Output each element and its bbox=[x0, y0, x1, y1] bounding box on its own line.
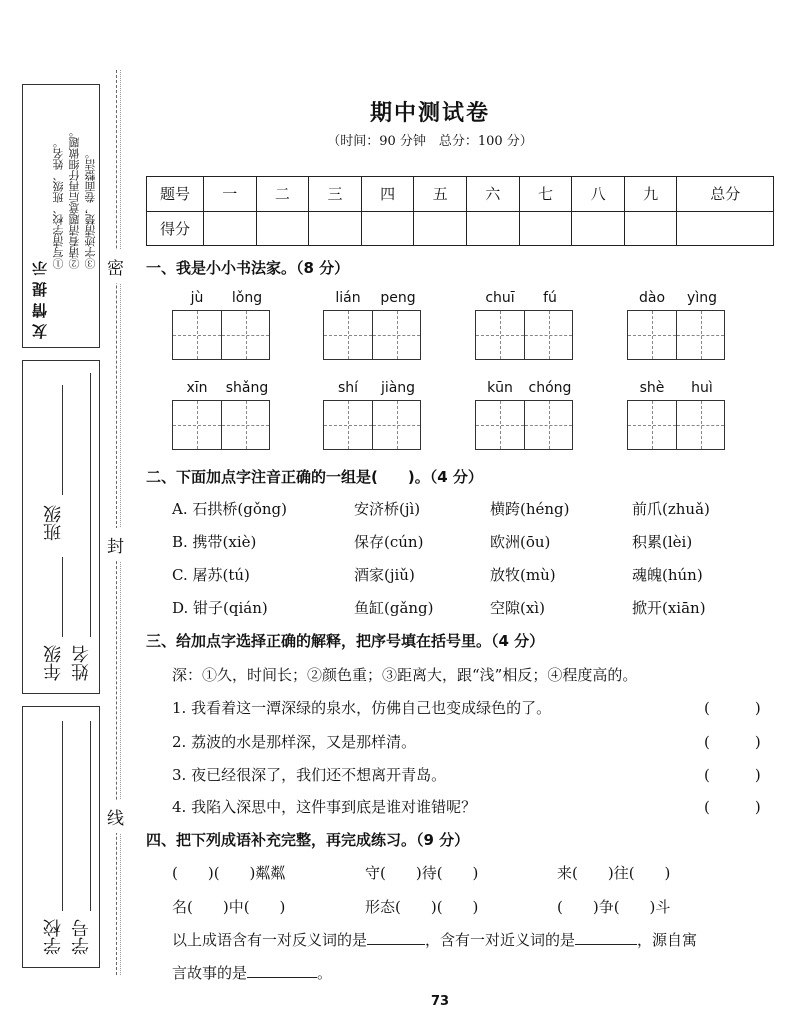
answer-bracket[interactable]: ( ) bbox=[704, 733, 761, 751]
score-cell[interactable] bbox=[572, 211, 625, 246]
pinyin: huì bbox=[691, 380, 713, 396]
class-underline bbox=[62, 385, 63, 495]
grade-underline bbox=[62, 557, 63, 637]
pinyin: lǒng bbox=[231, 290, 263, 306]
idiom-question-line1 bbox=[172, 929, 782, 950]
page-title: 期中测试卷 bbox=[369, 100, 490, 126]
tip-3: ③字迹清楚，卷面整洁。 bbox=[84, 148, 97, 269]
word-group bbox=[627, 380, 727, 450]
option-item: 保存(cún) bbox=[354, 533, 424, 551]
score-head-cell: 七 bbox=[519, 177, 572, 212]
synonym-blank[interactable] bbox=[575, 930, 637, 945]
pinyin: jù bbox=[190, 290, 204, 306]
score-head-cell: 三 bbox=[309, 177, 362, 212]
word-group bbox=[172, 290, 272, 360]
seal-char-mi: 密 bbox=[107, 250, 124, 283]
pinyin: xīn bbox=[186, 380, 208, 396]
score-cell[interactable] bbox=[677, 211, 774, 246]
q-part3: ，源自寓 bbox=[637, 931, 698, 949]
option-item: A. 石拱桥(gǒng) bbox=[172, 500, 287, 518]
name-label: 姓名 bbox=[71, 645, 92, 681]
option-item: 鱼缸(gǎng) bbox=[354, 599, 434, 617]
section1-heading: 一、我是小小书法家。（8 分） bbox=[146, 259, 350, 277]
score-head-cell: 总分 bbox=[677, 177, 774, 212]
option-item: C. 屠苏(tú) bbox=[172, 566, 250, 584]
idiom-question-line2 bbox=[172, 962, 332, 983]
option-item: 积累(lèi) bbox=[632, 533, 693, 551]
writing-grid[interactable] bbox=[475, 310, 573, 360]
score-head-cell: 二 bbox=[256, 177, 309, 212]
score-head-cell: 八 bbox=[572, 177, 625, 212]
score-cell[interactable] bbox=[414, 211, 467, 246]
score-cell[interactable] bbox=[467, 211, 520, 246]
idiom-item[interactable]: 来( )往( ) bbox=[557, 864, 671, 882]
school-label: 学校 bbox=[43, 919, 64, 955]
writing-grid[interactable] bbox=[172, 400, 270, 450]
option-item: 掀开(xiān) bbox=[632, 599, 706, 617]
score-head-cell: 九 bbox=[624, 177, 677, 212]
idiom-item[interactable]: ( )( )粼粼 bbox=[172, 864, 286, 882]
score-value-row bbox=[147, 211, 774, 246]
seal-char-xian: 线 bbox=[107, 800, 124, 833]
pinyin: peng bbox=[380, 290, 416, 306]
page-number: 73 bbox=[430, 994, 450, 1009]
pinyin: lián bbox=[335, 290, 361, 306]
definition-line: 深：①久，时间长；②颜色重；③距离大，跟“浅”相反；④程度高的。 bbox=[172, 666, 638, 684]
pinyin: chóng bbox=[528, 380, 572, 396]
writing-grid[interactable] bbox=[323, 310, 421, 360]
antonym-blank[interactable] bbox=[367, 930, 425, 945]
score-cell[interactable] bbox=[624, 211, 677, 246]
writing-grid[interactable] bbox=[627, 400, 725, 450]
score-head-cell: 五 bbox=[414, 177, 467, 212]
word-group bbox=[172, 380, 272, 450]
school-info-box bbox=[22, 706, 100, 968]
number-underline bbox=[90, 721, 91, 911]
score-cell[interactable] bbox=[309, 211, 362, 246]
section3-heading: 三、给加点字选择正确的解释，把序号填在括号里。（4 分） bbox=[146, 632, 545, 650]
score-header-row bbox=[147, 177, 774, 212]
question-item: 1. 我看着这一潭深绿的泉水，仿佛自己也变成绿色的了。 bbox=[172, 699, 552, 717]
idiom-item[interactable]: 形态( )( ) bbox=[365, 898, 479, 916]
word-group bbox=[475, 290, 575, 360]
pinyin: shí bbox=[337, 380, 359, 396]
writing-grid[interactable] bbox=[627, 310, 725, 360]
score-row-label: 得分 bbox=[147, 211, 204, 246]
option-item: 横跨(héng) bbox=[490, 500, 570, 518]
pinyin: shǎng bbox=[225, 380, 269, 396]
question-item: 3. 夜已经很深了，我们还不想离开青岛。 bbox=[172, 766, 447, 784]
school-underline bbox=[62, 721, 63, 911]
section2-heading: 二、下面加点字注音正确的一组是( )。（4 分） bbox=[146, 468, 483, 486]
pinyin: fú bbox=[543, 290, 557, 306]
word-group bbox=[323, 290, 423, 360]
idiom-item[interactable]: ( )争( )斗 bbox=[557, 898, 671, 916]
grade-label: 年级 bbox=[43, 645, 64, 681]
score-cell[interactable] bbox=[204, 211, 257, 246]
writing-grid[interactable] bbox=[475, 400, 573, 450]
tip-2: ②请看清题意后再仔细做题。 bbox=[68, 126, 81, 269]
seal-char-feng: 封 bbox=[107, 528, 124, 561]
question-item: 2. 荔波的水是那样深，又是那样清。 bbox=[172, 733, 417, 751]
idiom-item[interactable]: 名( )中( ) bbox=[172, 898, 286, 916]
section4-heading: 四、把下列成语补充完整，再完成练习。（9 分） bbox=[146, 831, 470, 849]
fable-blank[interactable] bbox=[247, 963, 317, 978]
pinyin: chuī bbox=[485, 290, 515, 306]
answer-bracket[interactable]: ( ) bbox=[704, 798, 761, 816]
option-item: 魂魄(hún) bbox=[632, 566, 703, 584]
tips-title: 友情提示 bbox=[31, 255, 49, 339]
score-table bbox=[146, 176, 774, 246]
option-item: 酒家(jiǔ) bbox=[354, 566, 415, 584]
q-part2: ，含有一对近义词的是 bbox=[425, 931, 576, 949]
binding-line-inner bbox=[120, 70, 121, 975]
q-end: 。 bbox=[317, 964, 333, 982]
score-cell[interactable] bbox=[519, 211, 572, 246]
binding-line bbox=[116, 70, 117, 975]
writing-grid[interactable] bbox=[323, 400, 421, 450]
pinyin: dào bbox=[638, 290, 666, 306]
score-head-cell: 一 bbox=[204, 177, 257, 212]
pinyin: jiàng bbox=[380, 380, 416, 396]
score-head-cell: 题号 bbox=[147, 177, 204, 212]
number-label: 学号 bbox=[71, 919, 92, 955]
pinyin: yìng bbox=[687, 290, 717, 306]
class-label: 班级 bbox=[43, 505, 64, 541]
option-item: 欧洲(ōu) bbox=[490, 533, 551, 551]
word-group bbox=[475, 380, 575, 450]
q-part4: 言故事的是 bbox=[172, 964, 248, 982]
score-head-cell: 六 bbox=[467, 177, 520, 212]
tip-1: ①写清学校、班级、姓名。 bbox=[52, 137, 65, 269]
class-info-box bbox=[22, 360, 100, 694]
score-head-cell: 四 bbox=[361, 177, 414, 212]
question-item: 4. 我陷入深思中，这件事到底是谁对谁错呢？ bbox=[172, 798, 477, 816]
option-item: B. 携带(xiè) bbox=[172, 533, 257, 551]
option-item: 安济桥(jì) bbox=[354, 500, 421, 518]
word-group bbox=[323, 380, 423, 450]
score-cell[interactable] bbox=[361, 211, 414, 246]
pinyin: shè bbox=[639, 380, 665, 396]
name-underline bbox=[90, 373, 91, 637]
writing-grid[interactable] bbox=[172, 310, 270, 360]
q-part1: 以上成语含有一对反义词的是 bbox=[172, 931, 368, 949]
option-item: 前爪(zhuǎ) bbox=[632, 500, 710, 518]
answer-bracket[interactable]: ( ) bbox=[704, 699, 761, 717]
answer-bracket[interactable]: ( ) bbox=[704, 766, 761, 784]
word-group bbox=[627, 290, 727, 360]
option-item: D. 钳子(qián) bbox=[172, 599, 268, 617]
page-subtitle: （时间：90 分钟 总分：100 分） bbox=[327, 134, 533, 149]
idiom-item[interactable]: 守( )待( ) bbox=[365, 864, 479, 882]
option-item: 空隙(xì) bbox=[490, 599, 545, 617]
option-item: 放牧(mù) bbox=[490, 566, 556, 584]
score-cell[interactable] bbox=[256, 211, 309, 246]
pinyin: kūn bbox=[487, 380, 513, 396]
